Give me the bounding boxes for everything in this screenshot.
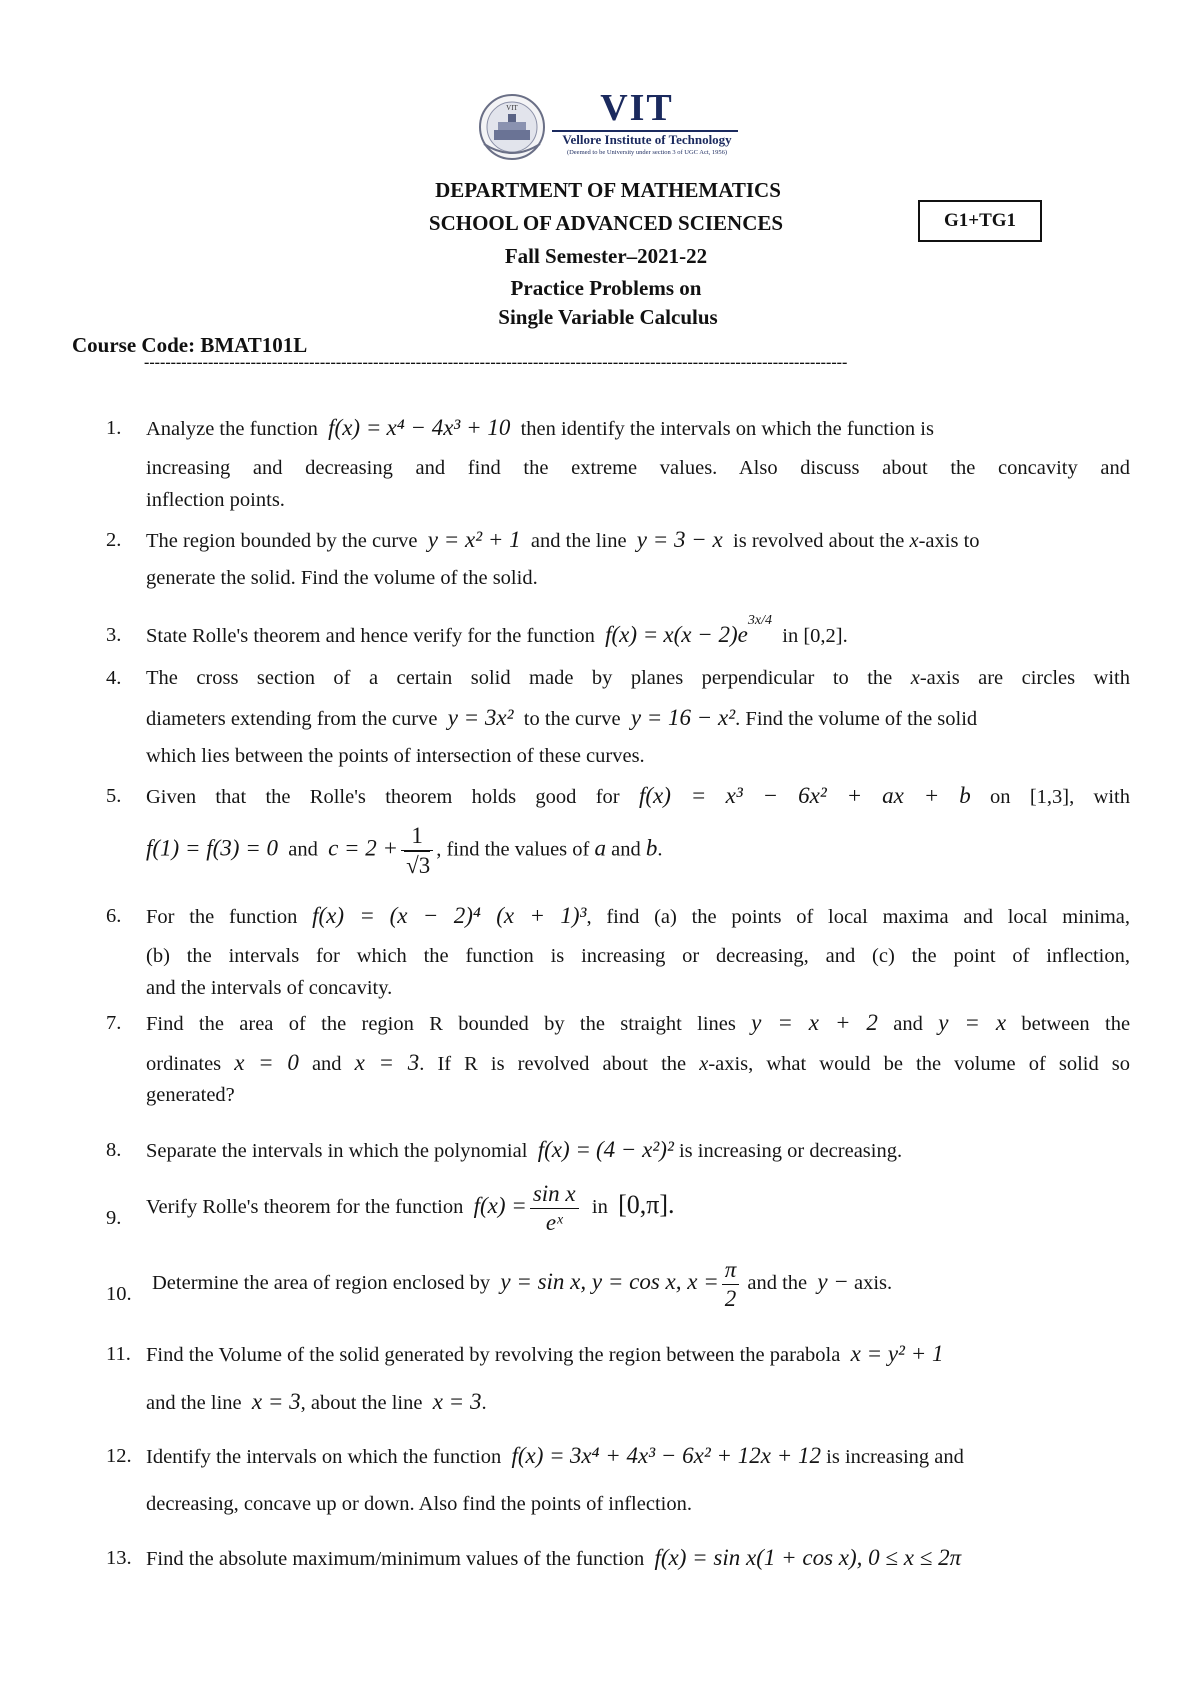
- math-expr: x = 3: [432, 1389, 482, 1414]
- math-expr: x = 3: [251, 1389, 301, 1414]
- problem-number: 1.: [106, 417, 122, 439]
- problem-number: 3.: [106, 624, 122, 646]
- math-fraction: $\frac{\text{sin x}}{\text{eˣ}}$: [530, 1180, 579, 1237]
- problem-line: The cross section of a certain solid made by planes perpendicular to the x-axis are circles with: [146, 667, 1130, 689]
- problem-number: 2.: [106, 529, 122, 551]
- problem-line: which lies between the points of intersection of these curves.: [146, 745, 645, 767]
- group-badge: G1+TG1: [918, 200, 1042, 242]
- problem-line: generated?: [146, 1084, 235, 1106]
- math-expr: f(x) =: [312, 903, 375, 928]
- math-expr: y = sin x, y = cos x, x =: [500, 1269, 719, 1295]
- math-expr: f(x) =: [638, 783, 707, 808]
- problem-number: 6.: [106, 905, 122, 927]
- course-code: Course Code: BMAT101L: [72, 333, 308, 357]
- math-expr: y = x² + 1: [427, 527, 521, 552]
- math-expr: (4 − x²)²: [596, 1137, 674, 1162]
- math-interval: [0,π].: [618, 1190, 675, 1220]
- department-title: DEPARTMENT OF MATHEMATICS: [435, 178, 781, 202]
- problem-number: 11.: [106, 1343, 131, 1365]
- problem-line: Identify the intervals on which the function f(x) = 3x⁴ + 4x³ − 6x² + 12x + 12 is increasing and: [146, 1443, 964, 1468]
- problem-line: Find the Volume of the solid generated by revolving the region between the parabola x = y² + 1: [146, 1341, 944, 1366]
- logo-wordmark: VIT: [600, 87, 674, 129]
- problem-number: 7.: [106, 1012, 122, 1034]
- problem-line: State Rolle's theorem and hence verify for the function $f(x) = x(x - 2)e^{3x/4}$ in [0,2].: [146, 613, 848, 647]
- problem-number: 10.: [106, 1283, 132, 1305]
- problem-line: Given that the Rolle's theorem holds good for f(x) = x³ − 6x² + ax + b on [1,3], with: [146, 783, 1130, 808]
- problem-line: Find the area of the region R bounded by the straight lines y = x + 2 and y = x between the: [146, 1010, 1131, 1035]
- problem-number: 4.: [106, 667, 122, 689]
- math-expr: f(x) =: [473, 1193, 527, 1219]
- vit-logo: [478, 87, 738, 164]
- problem-number: 8.: [106, 1139, 122, 1161]
- math-expr: y = 16 − x²: [630, 705, 736, 730]
- math-expr: y = x: [938, 1010, 1007, 1035]
- math-expr: x³ − 6x² + ax + b: [725, 783, 971, 808]
- logo-institute-name: Vellore Institute of Technology: [562, 132, 732, 147]
- problem-number: 9.: [106, 1207, 122, 1229]
- school-title: SCHOOL OF ADVANCED SCIENCES: [428, 211, 784, 235]
- math-expr: (x − 2)⁴ (x + 1)³: [389, 903, 587, 928]
- semester-title: Fall Semester–2021-22: [504, 244, 708, 268]
- header-divider: ------------------------------------------------------------------------------------------------------------------------------------: [144, 354, 848, 371]
- problem-line: ordinates x = 0 and x = 3. If R is revolved about the x-axis, what would be the volume of solid so: [146, 1050, 1131, 1075]
- math-fraction: $\frac{\pi}{2}$: [722, 1256, 740, 1313]
- math-expr: y = 3x²: [447, 705, 514, 730]
- math-expr: f(x) =: [328, 415, 382, 440]
- problem-line: and the intervals of concavity.: [146, 977, 393, 999]
- problem-line: decreasing, concave up or down. Also find the points of inflection.: [146, 1493, 692, 1515]
- vit-emblem-icon: [478, 92, 546, 162]
- math-fraction: $\frac{1}{√3}$: [401, 822, 433, 880]
- math-expr: f(x) =: [605, 622, 659, 647]
- math-expr: 3x⁴ + 4x³ − 6x² + 12x + 12: [569, 1443, 822, 1468]
- subject-title: Single Variable Calculus: [498, 305, 718, 329]
- problem-number: 13.: [106, 1547, 132, 1569]
- problem-line: inflection points.: [146, 489, 285, 511]
- emblem-text: VIT: [506, 104, 518, 112]
- practice-title: Practice Problems on: [510, 276, 702, 300]
- math-expr: x = y² + 1: [850, 1341, 944, 1366]
- problem-line: Analyze the function f(x) = x⁴ − 4x³ + 10 then identify the intervals on which the function is: [146, 415, 934, 440]
- problem-line: Verify Rolle's theorem for the function f(x) = $\frac{\text{sin x}}{\text{eˣ}}$ in [0,π].: [146, 1181, 675, 1235]
- math-expr: x = 3: [354, 1050, 420, 1075]
- problem-number: 12.: [106, 1445, 132, 1467]
- math-expr: f(x) = sin x(1 + cos x), 0 ≤ x ≤ 2π: [654, 1545, 962, 1570]
- math-expr: f(1) = f(3) = 0: [146, 835, 278, 861]
- problem-line: diameters extending from the curve y = 3x² to the curve y = 16 − x². Find the volume of the solid: [146, 705, 978, 730]
- math-expr: c = 2 +: [328, 835, 399, 861]
- math-expr: y −: [817, 1269, 849, 1295]
- math-exponent: 3x/4: [747, 613, 772, 628]
- math-expr: f(x) =: [511, 1443, 565, 1468]
- problem-line: f(1) = f(3) = 0 and c = 2 + $\frac{1}{√3}$ , find the values of a and b.: [146, 823, 663, 878]
- math-expr: y = 3 − x: [636, 527, 723, 552]
- problem-line: The region bounded by the curve y = x² + 1 and the line y = 3 − x is revolved about the x-axis to: [146, 527, 980, 552]
- problem-line: generate the solid. Find the volume of the solid.: [146, 567, 538, 589]
- math-expr: y = x + 2: [751, 1010, 878, 1035]
- problem-line: Separate the intervals in which the polynomial f(x) = (4 − x²)² is increasing or decreasing.: [146, 1137, 903, 1162]
- problem-line: (b) the intervals for which the function is increasing or decreasing, and (c) the point of inflection,: [146, 945, 1130, 967]
- problem-line: increasing and decreasing and find the extreme values. Also discuss about the concavity and: [146, 457, 1130, 479]
- math-expr: x(x − 2)e: [663, 622, 748, 647]
- math-expr: x = 0: [234, 1050, 299, 1075]
- problem-number: 5.: [106, 785, 122, 807]
- problem-line: Find the absolute maximum/minimum values of the function f(x) = sin x(1 + cos x), 0 ≤ x ≤ 2π: [146, 1545, 962, 1570]
- math-expr: x⁴ − 4x³ + 10: [386, 415, 511, 440]
- logo-subtitle: (Deemed to be University under section 3 of UGC Act, 1956): [566, 149, 728, 156]
- problem-line: and the line x = 3, about the line x = 3.: [146, 1389, 487, 1414]
- problem-line: For the function f(x) = (x − 2)⁴ (x + 1)³, find (a) the points of local maxima and local minima,: [146, 903, 1131, 928]
- problem-line: Determine the area of region enclosed by y = sin x, y = cos x, x = $\frac{\pi}{2}$ and the y − axis.: [152, 1257, 893, 1311]
- math-expr: f(x) =: [537, 1137, 591, 1162]
